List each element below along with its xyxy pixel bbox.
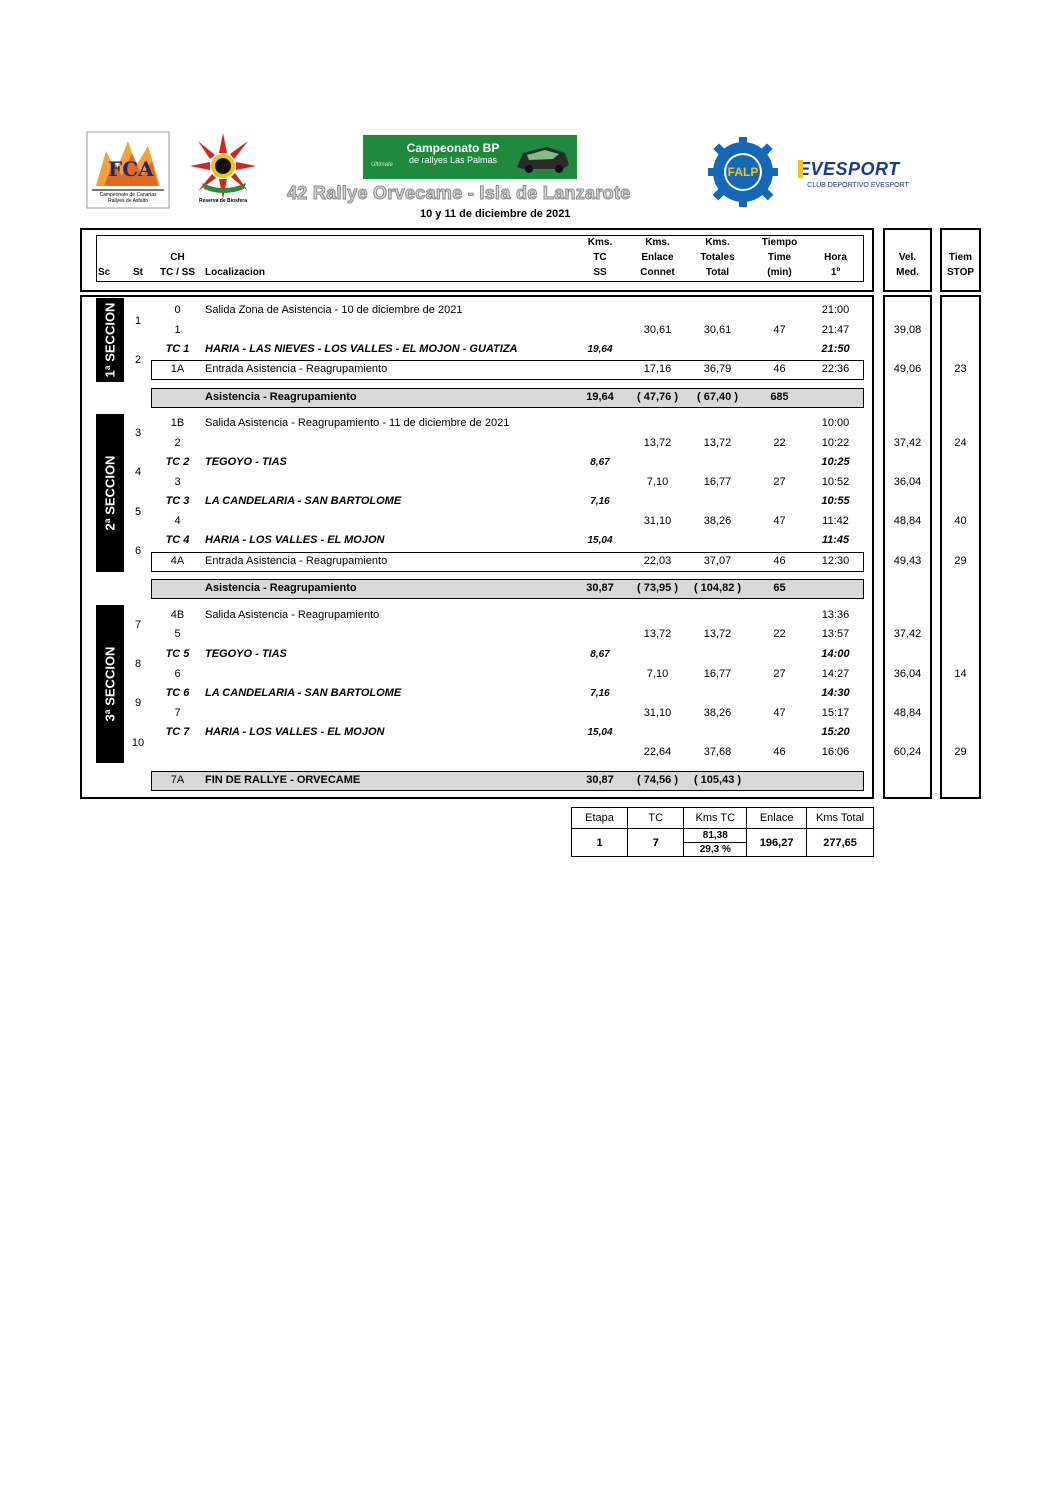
row-8-tot: 16,77 — [703, 476, 732, 488]
row-22-loc: FIN DE RALLYE - ORVECAME — [205, 774, 361, 786]
row-1-enl: 30,61 — [643, 324, 672, 336]
evesport-logo-accent — [798, 160, 820, 178]
row-1-tot: 30,61 — [703, 324, 732, 336]
row-7-loc: TEGOYO - TIAS — [205, 456, 287, 468]
row-13-enl: ( 73,95 ) — [637, 582, 678, 594]
fca-logo — [86, 131, 170, 209]
row-21-time: 46 — [773, 746, 786, 758]
col-hora-2: 1º — [830, 267, 841, 278]
bp-logo-line2: de rallyes Las Palmas — [408, 155, 498, 165]
row-2-ch: TC 1 — [165, 343, 190, 355]
col-sc: Sc — [98, 267, 111, 278]
row-13-tot: ( 104,82 ) — [693, 582, 742, 594]
row-3-vel: 49,06 — [893, 363, 922, 375]
row-0-loc: Salida Zona de Asistencia - 10 de diciembre de 2021 — [205, 304, 463, 316]
lanzarote-logo-caption: Reserva de Biosfera — [198, 198, 248, 204]
sum-h-total: Kms Total — [807, 808, 874, 829]
row-18-ch: TC 6 — [165, 687, 190, 699]
col-enl-2: Enlace — [641, 252, 674, 263]
sum-enlace: 196,27 — [747, 829, 807, 857]
row-20-loc: HARIA - LOS VALLES - EL MOJON — [205, 726, 385, 738]
row-20-hora: 15:20 — [821, 726, 850, 738]
row-6-stop: 24 — [954, 437, 967, 449]
row-12-vel: 49,43 — [893, 555, 922, 567]
sum-etapa: 1 — [572, 829, 628, 857]
st-8: 8 — [134, 658, 142, 670]
row-8-hora: 10:52 — [821, 476, 850, 488]
row-9-ch: TC 3 — [165, 495, 190, 507]
row-4-loc: Asistencia - Reagrupamiento — [205, 391, 357, 403]
st-4: 4 — [134, 466, 142, 478]
row-14-loc: Salida Asistencia - Reagrupamiento — [205, 609, 380, 621]
col-tc-1: Kms. — [587, 237, 613, 248]
row-19-tot: 38,26 — [703, 707, 732, 719]
col-hora-1: Hora — [824, 252, 847, 263]
row-6-tot: 13,72 — [703, 437, 732, 449]
row-21-enl: 22,64 — [643, 746, 672, 758]
sum-h-kmstc: Kms TC — [684, 808, 747, 829]
row-19-time: 47 — [773, 707, 786, 719]
row-14-hora: 13:36 — [821, 609, 850, 621]
row-17-tot: 16,77 — [703, 668, 732, 680]
section-1-label: 1ª SECCION — [96, 298, 124, 382]
sum-tc: 7 — [628, 829, 684, 857]
st-6: 6 — [134, 545, 142, 557]
row-11-tc: 15,04 — [587, 535, 613, 546]
row-15-hora: 13:57 — [821, 628, 850, 640]
sum-kmstc-pct: 29,3 % — [684, 843, 747, 857]
row-9-loc: LA CANDELARIA - SAN BARTOLOME — [205, 495, 402, 507]
fca-logo-caption1: Campeonato de Canarias — [99, 192, 157, 198]
row-21-stop: 29 — [954, 746, 967, 758]
row-8-enl: 7,10 — [646, 476, 669, 488]
row-10-tot: 38,26 — [703, 515, 732, 527]
row-21-vel: 60,24 — [893, 746, 922, 758]
row-7-ch: TC 2 — [165, 456, 190, 468]
bp-logo-line1: Campeonato BP — [406, 141, 500, 155]
row-5-hora: 10:00 — [821, 417, 850, 429]
row-14-ch: 4B — [170, 609, 185, 621]
st-10: 10 — [131, 737, 145, 749]
row-10-ch: 4 — [174, 515, 181, 527]
col-st: St — [133, 267, 143, 278]
sum-h-enlace: Enlace — [747, 808, 807, 829]
row-11-loc: HARIA - LOS VALLES - EL MOJON — [205, 534, 385, 546]
row-16-loc: TEGOYO - TIAS — [205, 648, 287, 660]
row-17-hora: 14:27 — [821, 668, 850, 680]
row-18-loc: LA CANDELARIA - SAN BARTOLOME — [205, 687, 402, 699]
row-11-ch: TC 4 — [165, 534, 190, 546]
row-9-tc: 7,16 — [590, 496, 610, 507]
row-17-time: 27 — [773, 668, 786, 680]
row-1-ch: 1 — [174, 324, 181, 336]
row-19-ch: 7 — [174, 707, 181, 719]
bp-campeonato-logo — [363, 135, 577, 179]
row-20-ch: TC 7 — [165, 726, 190, 738]
row-13-loc: Asistencia - Reagrupamiento — [205, 582, 357, 594]
col-enl-3: Connet — [640, 267, 675, 278]
row-18-tc: 7,16 — [590, 688, 610, 699]
row-7-tc: 8,67 — [590, 457, 610, 468]
row-10-enl: 31,10 — [643, 515, 672, 527]
sum-kmstc: 81,38 — [684, 829, 747, 843]
col-tc-3: SS — [593, 267, 607, 278]
row-18-hora: 14:30 — [821, 687, 850, 699]
row-17-enl: 7,10 — [646, 668, 669, 680]
row-15-time: 22 — [773, 628, 786, 640]
fca-logo-caption2: Rallyes de Asfalto — [108, 198, 148, 204]
evesport-logo — [796, 158, 920, 194]
row-19-vel: 48,84 — [893, 707, 922, 719]
row-2-hora: 21:50 — [821, 343, 850, 355]
row-3-loc: Entrada Asistencia - Reagrupamiento — [205, 363, 388, 375]
row-3-stop: 23 — [954, 363, 967, 375]
row-5-loc: Salida Asistencia - Reagrupamiento - 11 de diciembre de 2021 — [205, 417, 510, 429]
row-2-loc: HARIA - LAS NIEVES - LOS VALLES - EL MOJON - GUATIZA — [205, 343, 518, 355]
col-loc: Localizacion — [205, 267, 266, 278]
section-2-label: 2ª SECCION — [96, 414, 124, 572]
lanzarote-logo — [188, 131, 258, 207]
row-21-tot: 37,68 — [703, 746, 732, 758]
row-15-ch: 5 — [174, 628, 181, 640]
row-13-tc: 30,87 — [586, 582, 614, 594]
sum-h-etapa: Etapa — [572, 808, 628, 829]
col-vel-1: Vel. — [898, 252, 917, 263]
evesport-logo-brand: EVESPORT — [798, 159, 900, 179]
row-21-hora: 16:06 — [821, 746, 850, 758]
col-ch-2: TC / SS — [159, 267, 195, 278]
st-1: 1 — [134, 315, 142, 327]
row-1-time: 47 — [773, 324, 786, 336]
row-4-time: 685 — [770, 391, 789, 403]
col-time-1: Tiempo — [761, 237, 798, 248]
col-ch-1: CH — [170, 252, 185, 263]
row-3-time: 46 — [773, 363, 786, 375]
row-22-tc: 30,87 — [586, 774, 614, 786]
row-6-vel: 37,42 — [893, 437, 922, 449]
row-1-hora: 21:47 — [821, 324, 850, 336]
bp-logo-brand: Ultimate — [371, 162, 394, 168]
row-3-tot: 36,79 — [703, 363, 732, 375]
row-15-enl: 13,72 — [643, 628, 672, 640]
col-tot-2: Totales — [700, 252, 735, 263]
row-12-enl: 22,03 — [643, 555, 672, 567]
row-0-hora: 21:00 — [821, 304, 850, 316]
row-16-hora: 14:00 — [821, 648, 850, 660]
row-10-stop: 40 — [954, 515, 967, 527]
row-6-ch: 2 — [174, 437, 181, 449]
row-6-enl: 13,72 — [643, 437, 672, 449]
row-17-ch: 6 — [174, 668, 181, 680]
row-8-time: 27 — [773, 476, 786, 488]
row-22-enl: ( 74,56 ) — [637, 774, 678, 786]
col-tot-3: Total — [705, 267, 730, 278]
row-12-loc: Entrada Asistencia - Reagrupamiento — [205, 555, 388, 567]
row-12-ch: 4A — [170, 555, 185, 567]
col-time-3: (min) — [767, 267, 792, 278]
st-7: 7 — [134, 619, 142, 631]
row-8-vel: 36,04 — [893, 476, 922, 488]
row-16-tc: 8,67 — [590, 649, 610, 660]
row-8-ch: 3 — [174, 476, 181, 488]
col-time-2: Time — [767, 252, 792, 263]
st-3: 3 — [134, 427, 142, 439]
row-3-enl: 17,16 — [643, 363, 672, 375]
row-2-tc: 19,64 — [587, 344, 613, 355]
row-3-ch: 1A — [170, 363, 185, 375]
falp-logo — [706, 136, 780, 208]
row-10-time: 47 — [773, 515, 786, 527]
row-9-hora: 10:55 — [821, 495, 850, 507]
st-2: 2 — [134, 354, 142, 366]
row-22-ch: 7A — [170, 774, 185, 786]
row-20-tc: 15,04 — [587, 727, 613, 738]
row-10-hora: 11:42 — [822, 515, 849, 527]
row-1-vel: 39,08 — [893, 324, 922, 336]
row-5-ch: 1B — [170, 417, 185, 429]
sum-h-tc: TC — [628, 808, 684, 829]
row-15-tot: 13,72 — [703, 628, 732, 640]
row-16-ch: TC 5 — [165, 648, 190, 660]
row-12-tot: 37,07 — [703, 555, 732, 567]
row-7-hora: 10:25 — [821, 456, 850, 468]
col-stop-1: Tiem — [948, 252, 973, 263]
col-enl-1: Kms. — [645, 237, 670, 248]
evesport-logo-caption: CLUB DEPORTIVO EVESPORT — [807, 182, 909, 189]
fca-logo-text: FCA — [108, 157, 154, 181]
row-6-time: 22 — [773, 437, 786, 449]
row-12-stop: 29 — [954, 555, 967, 567]
page-title: 42 Rallye Orvecame - Isla de Lanzarote — [287, 183, 631, 203]
row-22-tot: ( 105,43 ) — [693, 774, 742, 786]
row-3-hora: 22:36 — [821, 363, 850, 375]
row-4-enl: ( 47,76 ) — [637, 391, 678, 403]
sum-total: 277,65 — [807, 829, 874, 857]
col-stop-2: STOP — [946, 267, 975, 278]
st-9: 9 — [134, 697, 142, 709]
row-10-vel: 48,84 — [893, 515, 922, 527]
row-12-time: 46 — [773, 555, 786, 567]
row-17-stop: 14 — [954, 668, 967, 680]
falp-logo-text: FALP — [727, 165, 759, 179]
row-15-vel: 37,42 — [893, 628, 922, 640]
section-3-label: 3ª SECCION — [96, 605, 124, 763]
row-4-tot: ( 67,40 ) — [697, 391, 738, 403]
col-tc-2: TC — [593, 252, 607, 263]
col-tot-1: Kms. — [705, 237, 730, 248]
col-vel-2: Med. — [896, 267, 919, 278]
row-19-hora: 15:17 — [821, 707, 850, 719]
row-11-hora: 11:45 — [821, 534, 850, 546]
row-0-ch: 0 — [174, 304, 181, 316]
row-12-hora: 12:30 — [821, 555, 850, 567]
row-4-tc: 19,64 — [586, 391, 614, 403]
page-subtitle: 10 y 11 de diciembre de 2021 — [420, 208, 571, 220]
row-6-hora: 10:22 — [821, 437, 850, 449]
st-5: 5 — [134, 506, 142, 518]
row-17-vel: 36,04 — [893, 668, 922, 680]
row-19-enl: 31,10 — [643, 707, 672, 719]
summary-table — [571, 807, 874, 857]
row-13-time: 65 — [773, 582, 786, 594]
